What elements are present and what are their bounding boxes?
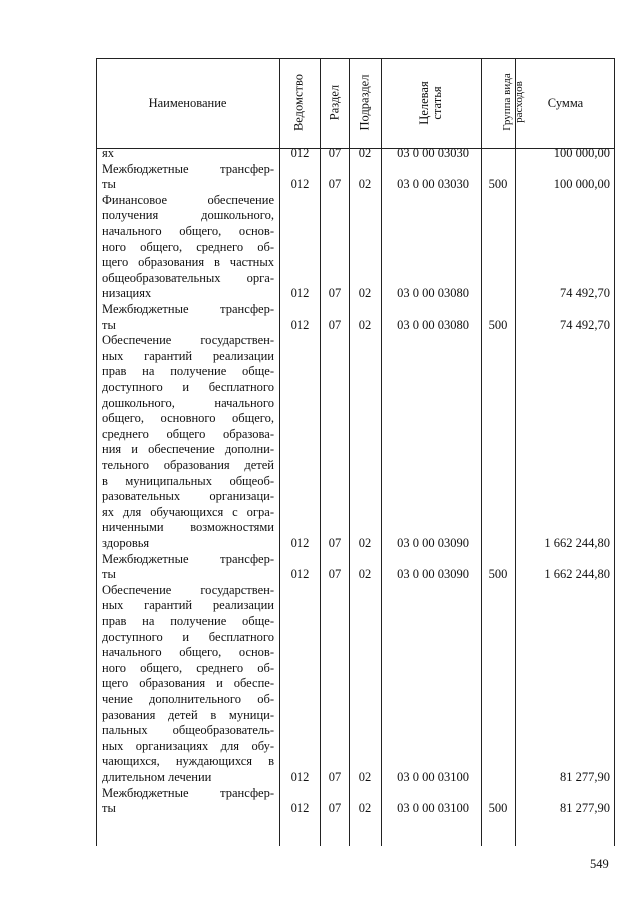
cell-summa: 74 492,70	[560, 317, 610, 332]
row-name-line: начального общего, основ-	[102, 223, 274, 238]
row-name-line: пальных общеобразователь-	[102, 723, 274, 738]
column-divider	[381, 58, 382, 846]
cell-razdel: 07	[328, 177, 342, 192]
row-name-line: ниченными возможностями	[102, 520, 274, 535]
cell-vedomstvo: 012	[290, 801, 310, 816]
row-name-line: низациях	[102, 286, 152, 301]
cell-podrazdel: 02	[358, 770, 372, 784]
column-divider	[481, 58, 482, 846]
page-number: 549	[590, 857, 609, 871]
column-divider	[515, 58, 516, 846]
row-name	[102, 583, 274, 786]
cell-celevaya-statya: 03 0 00 03100	[397, 801, 469, 816]
cell-gruppa: 500	[488, 317, 508, 332]
row-name	[102, 333, 274, 551]
cell-celevaya-statya: 03 0 00 03090	[397, 567, 469, 582]
cell-vedomstvo: 012	[290, 536, 310, 550]
cell-razdel: 07	[328, 770, 342, 784]
row-name-line: здоровья	[102, 535, 150, 550]
cell-celevaya-statya: 03 0 00 03030	[397, 177, 469, 192]
cell-celevaya-statya: 03 0 00 03030	[397, 146, 469, 160]
row-name-line: ных гарантий реализации	[102, 598, 274, 613]
row-name-line: ного общего, среднего об-	[102, 239, 274, 254]
row-name-line: ты	[102, 801, 116, 816]
cell-summa: 81 277,90	[560, 770, 610, 784]
cell-vedomstvo: 012	[290, 770, 310, 784]
row-name-line: в муниципальных общеоб-	[102, 473, 274, 488]
cell-podrazdel: 02	[358, 146, 372, 160]
row-name-line: разования детей в муници-	[102, 707, 274, 722]
row-name-line: щего образования в частных	[102, 255, 274, 270]
row-name-line: чающихся, нуждающихся в	[102, 754, 274, 769]
row-name	[102, 146, 274, 162]
row-name-line: прав на получение обще-	[102, 613, 274, 628]
row-name-line: ты	[102, 567, 116, 582]
cell-razdel: 07	[328, 146, 342, 160]
cell-vedomstvo: 012	[290, 177, 310, 192]
cell-celevaya-statya: 03 0 00 03080	[397, 286, 469, 301]
row-name-line: тельного образования детей	[102, 457, 274, 472]
row-name-line: Межбюджетные трансфер-	[102, 551, 274, 566]
cell-gruppa: 500	[488, 177, 508, 192]
header-name: Наименование	[148, 96, 227, 110]
header-razdel: Раздел	[327, 84, 342, 121]
row-name-line: Обеспечение государствен-	[102, 333, 274, 348]
row-name-line: ты	[102, 317, 116, 332]
row-name-line: среднего общего образова-	[102, 426, 274, 441]
row-name-line: Межбюджетные трансфер-	[102, 785, 274, 800]
cell-razdel: 07	[328, 567, 342, 582]
cell-celevaya-statya: 03 0 00 03080	[397, 317, 469, 332]
row-name-line: доступного и бесплатного	[102, 379, 274, 394]
row-name-line: Межбюджетные трансфер-	[102, 302, 274, 316]
cell-razdel: 07	[328, 286, 342, 301]
cell-podrazdel: 02	[358, 536, 372, 550]
cell-summa: 100 000,00	[553, 177, 610, 192]
column-divider	[320, 58, 321, 846]
cell-celevaya-statya: 03 0 00 03100	[397, 770, 469, 784]
row-name-line: Межбюджетные трансфер-	[102, 161, 274, 176]
cell-razdel: 07	[328, 536, 342, 550]
cell-summa: 100 000,00	[553, 146, 610, 160]
row-name-line: получения дошкольного,	[102, 208, 274, 223]
row-name-line: Финансовое обеспечение	[102, 192, 274, 207]
row-name-line: щего образования и обеспе-	[102, 676, 274, 691]
cell-podrazdel: 02	[358, 567, 372, 582]
cell-summa: 1 662 244,80	[544, 567, 610, 582]
row-name-line: ях	[102, 146, 114, 160]
row-name-line: начального общего, основ-	[102, 645, 274, 660]
header-summa: Сумма	[547, 96, 584, 110]
row-name-line: ных гарантий реализации	[102, 348, 274, 363]
column-divider	[279, 58, 280, 846]
row-name-line: ях для обучающихся с огра-	[102, 504, 274, 519]
row-name-line: ния и обеспечение дополни-	[102, 442, 274, 457]
row-name-line: ного общего, среднего об-	[102, 660, 274, 675]
row-name	[102, 786, 274, 817]
cell-podrazdel: 02	[358, 177, 372, 192]
cell-podrazdel: 02	[358, 317, 372, 332]
row-name-line: прав на получение обще-	[102, 364, 274, 379]
cell-podrazdel: 02	[358, 286, 372, 301]
row-name-line: дошкольного, начального	[102, 395, 274, 410]
header-podrazdel: Подраздел	[357, 74, 372, 131]
header-vedomstvo: Ведомство	[291, 73, 306, 132]
row-name-line: доступного и бесплатного	[102, 629, 274, 644]
header-celevaya-statya: Целевая статья	[417, 81, 444, 125]
cell-vedomstvo: 012	[290, 317, 310, 332]
row-name-line: ты	[102, 177, 116, 192]
cell-summa: 1 662 244,80	[544, 536, 610, 550]
cell-summa: 81 277,90	[560, 801, 610, 816]
row-name-line: ных организациях для обу-	[102, 738, 274, 753]
row-name	[102, 162, 274, 193]
header-gruppa-vida-rashodov: Группа вида расходов	[501, 73, 525, 131]
cell-podrazdel: 02	[358, 801, 372, 816]
cell-razdel: 07	[328, 317, 342, 332]
row-name-line: общеобразовательных орга-	[102, 270, 274, 285]
cell-razdel: 07	[328, 801, 342, 816]
row-name	[102, 302, 274, 333]
row-name-line: общего, основного общего,	[102, 411, 274, 426]
row-name	[102, 193, 274, 302]
cell-summa: 74 492,70	[560, 286, 610, 301]
row-name	[102, 552, 274, 583]
row-name-line: Обеспечение государствен-	[102, 582, 274, 597]
row-name-line: разовательных организаци-	[102, 489, 274, 504]
row-name-line: чение дополнительного об-	[102, 691, 274, 706]
cell-vedomstvo: 012	[290, 146, 310, 160]
cell-gruppa: 500	[488, 567, 508, 582]
row-name-line: длительном лечении	[102, 769, 212, 784]
cell-vedomstvo: 012	[290, 567, 310, 582]
cell-celevaya-statya: 03 0 00 03090	[397, 536, 469, 550]
column-divider	[349, 58, 350, 846]
cell-gruppa: 500	[488, 801, 508, 816]
cell-vedomstvo: 012	[290, 286, 310, 301]
